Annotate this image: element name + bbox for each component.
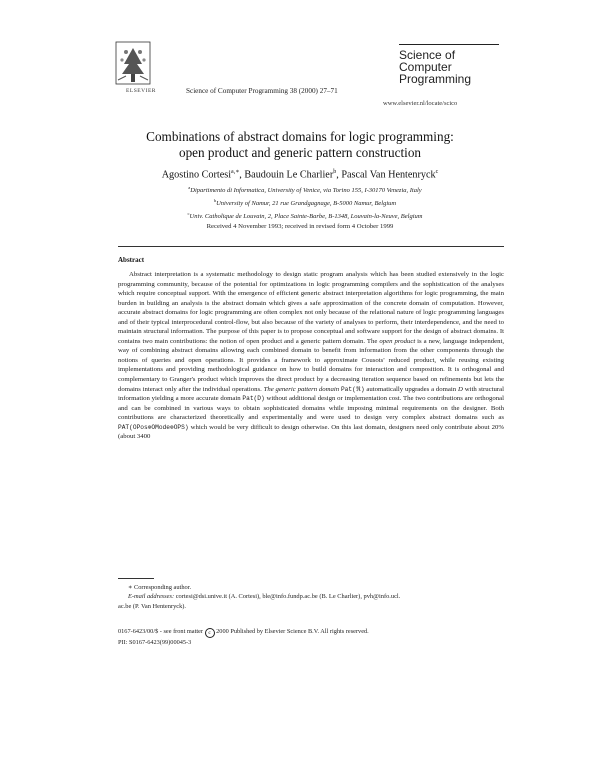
- article-title: [90, 129, 510, 160]
- publisher-name: ELSEVIER: [126, 88, 156, 94]
- journal-brand: [399, 44, 499, 85]
- affiliation-line: $^a$Dipartimento di Informatica, University of Venice, via Torino 155, I-30170 Venezia, Italy: [188, 185, 422, 195]
- author-sup: c: [435, 169, 439, 175]
- brand-line: Computer: [399, 60, 452, 74]
- affiliation-line: $^c$Univ. Catholique de Louvain, 2, Place Sainte-Barbe, B-1348, Louvain-la-Neuve, Belgium: [187, 211, 423, 221]
- abstract-body: Abstract interpretation is a systematic methodology to design static program analysis which has been studied extensively in the logic programming community, because of the potential for optimizations in logic programming compilers and the sophistication of the analyses which require conceptual support. With the emergence of efficient generic abstract interpretation algorithms for logic programming, the main burden in building an analysis is the abstract domain which gives a safe approximation of the concrete domain of computation. However, accurate abstract domains for logic programming are often complex not only because of the relational nature of logic programming languages and of their typical interprocedural control-flow, but also because of the variety of analyses to perform, their interdependence, and the need to maintain structural information. The purpose of this paper is to propose conceptual and software support for the design of abstract domains. It contains two main contributions: the notion of open product and a generic pattern domain. The open product is a new, language independent, way of combining abstract domains allowing each combined domain to benefit from information from the other components through the notions of queries and open operations. It provides a framework to approximate Cousots' reduced product, while reusing existing implementations and providing methodological guidance on how to build domains for interaction and composition. It is orthogonal and complementary to Granger's product which improves the direct product by a decreasing iteration sequence based on refinements but lets the domains interact only after the individual operations. The generic pattern domain Pat(ℜ) automatically upgrades a domain D with structural information yielding a more accurate domain Pat(D) without additional design or implementation cost. The two contributions are orthogonal and can be combined in various ways to obtain sophisticated domains while imposing minimal requirements on the designer. Both contributions are characterized theoretically and experimentally and were used to design very complex abstract domains such as PAT(OPos⊗OMode⊗OPS) which would be very difficult to design otherwise. On this last domain, designers need only contribute about 20% (about 3400: [118, 271, 505, 441]
- affiliation-line: $^b$University of Namur, 21 rue Grandgagnage, B-5000 Namur, Belgium: [213, 198, 397, 208]
- author-name: Pascal Van Hentenryck: [341, 169, 436, 181]
- brand-line: Programming: [399, 72, 472, 86]
- pii: PII: S0167-6423(99)00045-3: [118, 639, 192, 646]
- footnote: [118, 583, 504, 611]
- journal-url[interactable]: www.elsevier.nl/locate/scico: [383, 100, 458, 107]
- brand-line: Science of: [399, 48, 456, 62]
- affiliations: [140, 183, 470, 222]
- corresponding-author: ∗ Corresponding author.: [128, 584, 192, 591]
- author-sup: a,∗: [231, 169, 240, 175]
- journal-citation: Science of Computer Programming 38 (2000) 27–71: [186, 87, 338, 95]
- author-name: Agostino Cortesi: [161, 169, 232, 181]
- footnote-rule: [118, 578, 154, 579]
- copyright-icon: c: [205, 628, 215, 638]
- author-name: Baudouin Le Charlier: [244, 169, 334, 181]
- imprint: [118, 627, 504, 648]
- title-line: Combinations of abstract domains for logic programming:: [146, 129, 454, 144]
- divider: [118, 246, 504, 247]
- author-list: Agostino Cortesi$^{a,∗}$, Baudouin Le Charlier$^b$, Pascal Van Hentenryck$^c$: [161, 169, 439, 181]
- email-addresses-cont: ac.be (P. Van Hentenryck).: [118, 602, 187, 610]
- author-sup: b: [333, 169, 337, 175]
- copyright-line: 0167-6423/00/$ - see front matter c 2000 Published by Elsevier Science B.V. All rights reserved.: [118, 628, 369, 636]
- received-dates: Received 4 November 1993; received in revised form 4 October 1999: [206, 223, 394, 230]
- abstract-heading: Abstract: [118, 256, 145, 264]
- email-addresses: E-mail addresses: cortesi@dsi.unive.it (A. Cortesi), ble@info.fundp.ac.be (B. Le Charlier), pvh@info.ucl.: [128, 593, 401, 601]
- title-line: open product and generic pattern construction: [178, 144, 422, 160]
- elsevier-tree-logo-icon: [112, 40, 154, 90]
